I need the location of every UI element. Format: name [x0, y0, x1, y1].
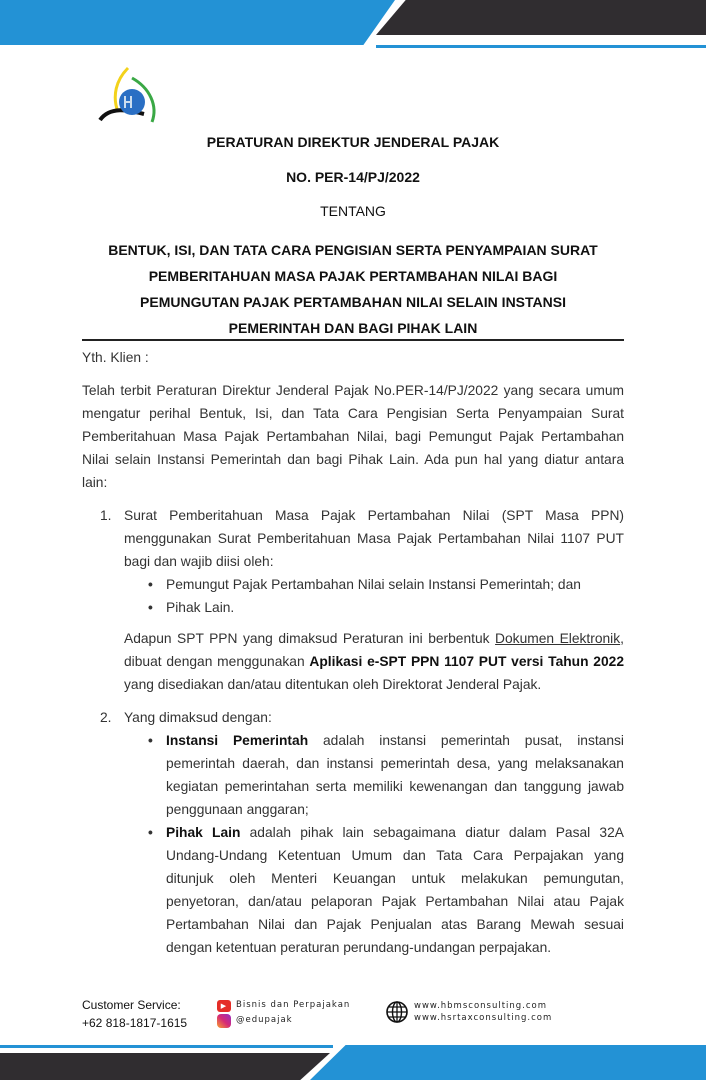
bullet-item: • Pihak Lain.: [166, 596, 624, 619]
regulation-number: NO. PER-14/PJ/2022: [286, 169, 420, 185]
dokumen-elektronik-link[interactable]: Dokumen Elektronik: [495, 631, 621, 646]
bullet-item: • Instansi Pemerintah adalah instansi pemerintah pusat, instansi pemerintah daerah, dan instansi pemerintah desa, yang melaksanakan kegiatan pemerintahan serta memiliki kewenangan dan tanggung jawab penggunaan anggaran;: [166, 729, 624, 821]
bullet-item: • Pemungut Pajak Pertambahan Nilai selain Instansi Pemerintah; dan: [166, 573, 624, 596]
cs-phone[interactable]: +62 818-1817-1615: [82, 1016, 188, 1030]
header-dark-band: [376, 0, 706, 35]
bullet-item: • Pihak Lain adalah pihak lain sebagaimana diatur dalam Pasal 32A Undang-Undang Ketentuan Umum dan Tata Cara Perpajakan yang ditunjuk oleh Menteri Keuangan untuk melakukan pemungutan, penyetoran, dan/atau pelaporan Pajak Pertambahan Nilai atau Pajak Pertambahan Nilai dan Pajak Penjualan atas Barang Mewah sesuai dengan ketentuan peraturan perundang-undangan perpajakan.: [166, 821, 624, 959]
header-line: [376, 45, 706, 48]
customer-service: Customer Service: +62 818-1817-1615: [82, 998, 188, 1030]
youtube-icon: ▶: [217, 1000, 231, 1012]
company-logo: [98, 66, 162, 126]
tentang-label: TENTANG: [320, 203, 386, 219]
spt-paragraph: Adapun SPT PPN yang dimaksud Peraturan ini berbentuk Dokumen Elektronik, dibuat dengan menggunakan Aplikasi e-SPT PPN 1107 PUT versi Tahun 2022 yang disediakan dan/atau ditentukan oleh Direktorat Jenderal Pajak.: [124, 631, 624, 692]
list-item-2: 2. Yang dimaksud dengan: • Instansi Pemerintah adalah instansi pemerintah pusat, instansi pemerintah daerah, dan instansi pemerintah desa, yang melaksanakan kegiatan pemerintahan serta memiliki kewenangan dan tanggung jawab penggunaan anggaran; • Pihak Lain adalah pihak lain sebagaimana diatur dalam Pasal 32A Undang-Undang Ketentuan Umum dan Tata Cara Perpajakan yang ditunjuk oleh Menteri Keuangan untuk melakukan pemungutan, penyetoran, dan/atau pelaporan Pajak Pertambahan Nilai atau Pajak Pertambahan Nilai dan Pajak Penjualan atas Barang Mewah sesuai dengan ketentuan peraturan perundang-undangan perpajakan.: [82, 706, 624, 959]
intro-paragraph: Telah terbit Peraturan Direktur Jenderal Pajak No.PER-14/PJ/2022 yang secara umum mengatur perihal Bentuk, Isi, dan Tata Cara Pengisian Serta Penyampaian Surat Pemberitahuan Masa Pajak Pertambahan Nilai, bagi Pemungut Pajak Pertambahan Nilai selain Instansi Pemerintah dan bagi Pihak Lain. Ada pun hal yang diatur antara lain:: [82, 383, 624, 490]
footer-line: [0, 1045, 333, 1048]
title-divider: [82, 339, 624, 341]
globe-icon: [385, 1000, 409, 1024]
regulation-title: PERATURAN DIREKTUR JENDERAL PAJAK: [206, 134, 500, 150]
instagram-icon: [217, 1014, 231, 1028]
footer: [0, 996, 706, 1036]
websites: www.hbmsconsulting.com www.hsrtaxconsulting.com: [385, 1000, 552, 1024]
header-blue-band: [0, 0, 395, 45]
greeting: Yth. Klien :: [82, 350, 149, 365]
list-item-1: 1. Surat Pemberitahuan Masa Pajak Pertambahan Nilai (SPT Masa PPN) menggunakan Surat Pemberitahuan Masa Pajak Pertambahan Nilai 1107 PUT bagi dan wajib diisi oleh: • Pemungut Pajak Pertambahan Nilai selain Instansi Pemerintah; dan • Pihak Lain. Adapun SPT PPN yang dimaksud Peraturan ini berbentuk Dokumen Elektronik, dibuat dengan menggunakan Aplikasi e-SPT PPN 1107 PUT versi Tahun 2022 yang disediakan dan/atau ditentukan oleh Direktorat Jenderal Pajak.: [82, 504, 624, 696]
footer-blue-band: [310, 1045, 706, 1080]
letter-body: [82, 346, 624, 959]
social-links: ▶ Bisnis dan Perpajakan @edupajak: [217, 998, 350, 1028]
regulation-subject: BENTUK, ISI, DAN TATA CARA PENGISIAN SERTA PENYAMPAIAN SURAT PEMBERITAHUAN MASA PAJAK PERTAMBAHAN NILAI BAGI PEMUNGUTAN PAJAK PERTAMBAHAN NILAI SELAIN INSTANSI PEMERINTAH DAN BAGI PIHAK LAIN: [108, 242, 598, 336]
footer-dark-band: [0, 1053, 330, 1080]
